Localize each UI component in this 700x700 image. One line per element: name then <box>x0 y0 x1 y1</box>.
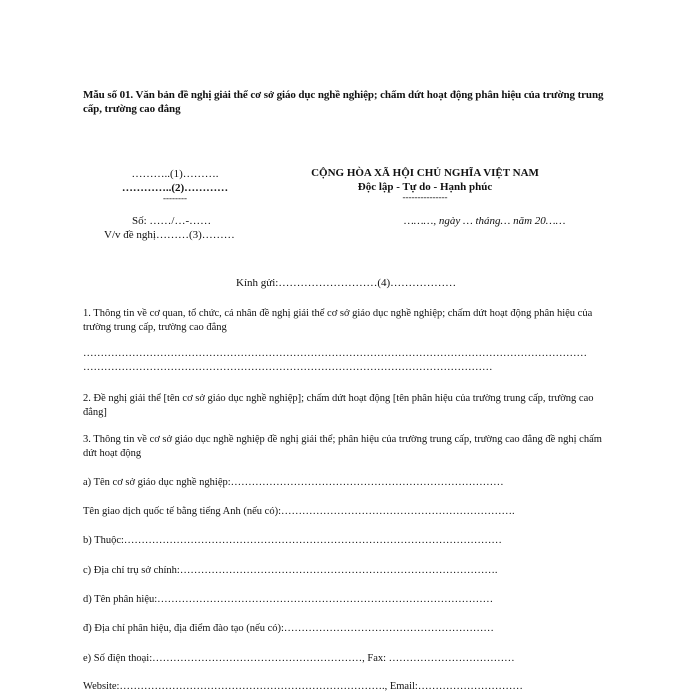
section-1-dots-2: ……………………………………………………………………………………………………… <box>83 362 493 373</box>
section-1-dots-1: ……………………………………………………………………………………………………………………………… <box>83 348 587 359</box>
field-head-office-address: c) Địa chỉ trụ sở chính:………………………………………………………………………………. <box>83 565 498 576</box>
addressee: Kính gửi:………………………(4)……………… <box>236 277 457 289</box>
left-separator: -------- <box>163 193 187 203</box>
field-affiliation: b) Thuộc:……………………………………………………………………………………………… <box>83 535 502 546</box>
agency-line-1: ………..(1)………. <box>131 168 219 180</box>
field-branch-address: đ) Địa chỉ phân hiệu, địa điểm đào tạo (nếu có):…………………………………………………… <box>83 623 494 634</box>
field-phone-fax: e) Số điện thoại:……………………………………………………, Fax: ……………………………… <box>83 653 515 664</box>
field-branch-name: d) Tên phân hiệu:…………………………………………………………………………………… <box>83 594 494 605</box>
nation-motto: Độc lập - Tự do - Hạnh phúc <box>357 181 493 193</box>
section-1-text: 1. Thông tin về cơ quan, tổ chức, cá nhân đề nghị giải thể cơ sở giáo dục nghề nghiệp; chấm dứt hoạt động phân hiệu của trường trung cấp, trường cao đẳng <box>83 308 593 333</box>
document-number: Số: ……/…-…… <box>132 215 212 227</box>
field-website-email: Website:…………………………………………………………………., Email:………………………… <box>83 681 523 692</box>
field-international-name: Tên giao dịch quốc tế bằng tiếng Anh (nếu có):…………………………………………………………. <box>83 506 515 517</box>
document-date: ………, ngày … tháng… năm 20…… <box>404 215 566 227</box>
field-institution-name: a) Tên cơ sở giáo dục nghề nghiệp:…………………………………………………………………… <box>83 477 504 488</box>
section-2-text: 2. Đề nghị giải thể [tên cơ sở giáo dục nghề nghiệp]; chấm dứt hoạt động [tên phân hiệu của trường trung cấp, trường cao đẳng] <box>83 393 594 418</box>
document-subject: V/v đề nghị………(3)……… <box>104 229 235 241</box>
right-separator: --------------- <box>402 192 448 202</box>
nation-title: CỘNG HÒA XÃ HỘI CHỦ NGHĨA VIỆT NAM <box>311 167 539 179</box>
document-heading: Mẫu số 01. Văn bản đề nghị giải thể cơ sở giáo dục nghề nghiệp; chấm dứt hoạt động phân hiệu của trường trung cấp, trường cao đẳng <box>83 89 604 115</box>
agency-line-2: …………..(2)………… <box>121 182 229 194</box>
section-3-text: 3. Thông tin về cơ sở giáo dục nghề nghiệp đề nghị giải thể; phân hiệu của trường trung cấp, trường cao đẳng đề nghị chấm dứt hoạt động <box>83 434 602 459</box>
